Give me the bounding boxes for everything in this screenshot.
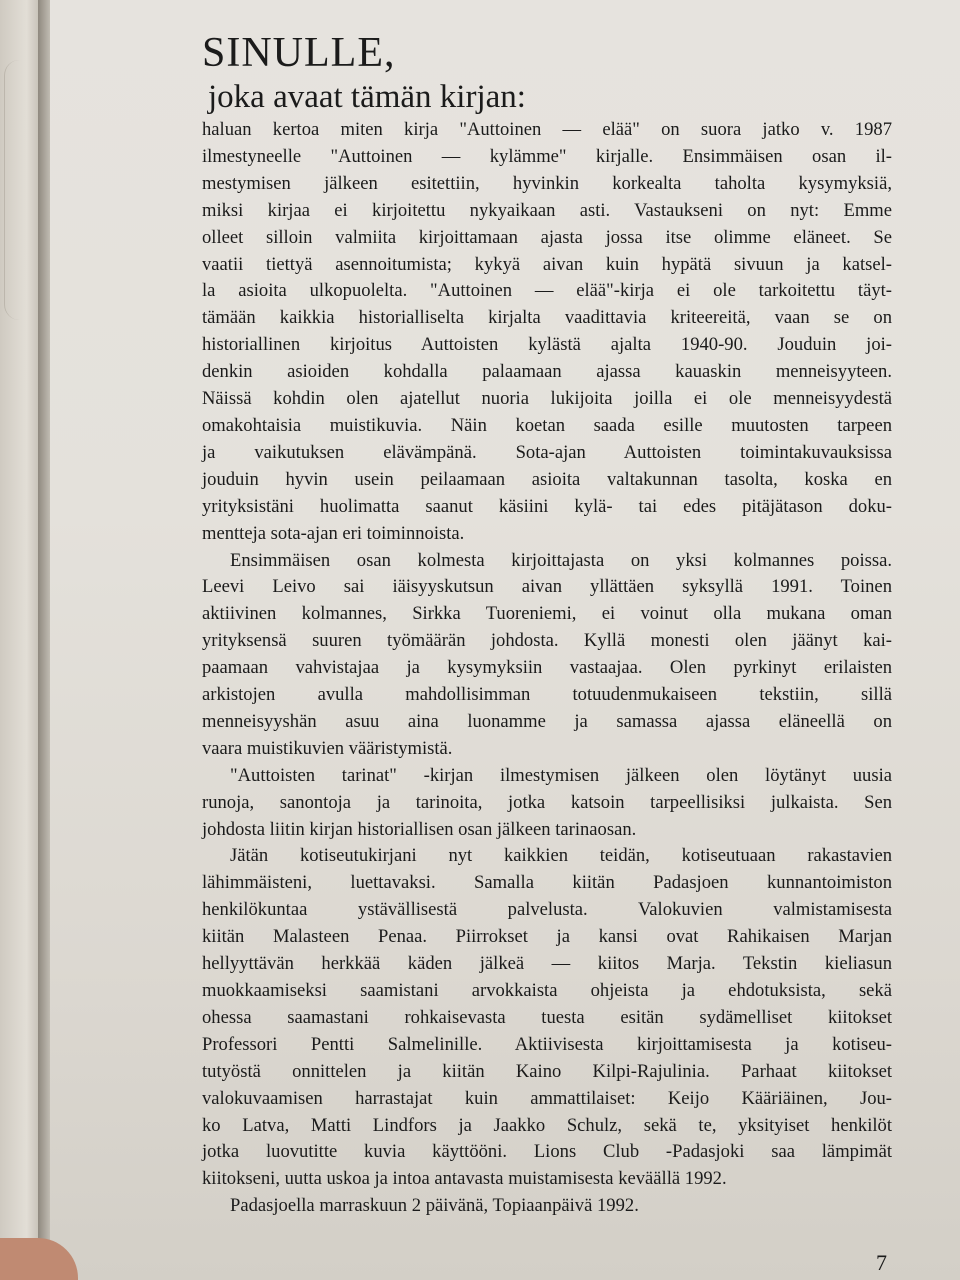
text-line: la asioita ulkopuolelta. "Auttoinen — elää"-kirja ei ole tarkoitettu täyt- xyxy=(202,280,892,302)
text-line: Ensimmäisen osan kolmesta kirjoittajasta on yksi kolmannes poissa. xyxy=(230,549,892,571)
text-line: runoja, sanontoja ja tarinoita, jotka katsoin tarpeellisiksi julkaista. Sen xyxy=(202,791,892,813)
text-line: valokuvaamisen harrastajat kuin ammattilaiset: Keijo Kääriäinen, Jou- xyxy=(202,1087,892,1109)
text-line: henkilökuntaa ystävällisestä palvelusta. Valokuvien valmistamisesta xyxy=(202,899,892,921)
body-text xyxy=(202,117,892,1220)
text-line: jouduin hyvin usein peilaamaan asioita valtakunnan tasolta, koska en xyxy=(202,468,892,490)
text-line: historiallinen kirjoitus Auttoisten kylästä ajalta 1940-90. Jouduin joi- xyxy=(202,334,892,356)
text-line: tutyöstä onnittelen ja kiitän Kaino Kilpi-Rajulinia. Parhaat kiitokset xyxy=(202,1060,892,1082)
text-line: Jätän kotiseutukirjani nyt kaikkien teidän, kotiseutuaan rakastavien xyxy=(230,845,892,867)
text-line: Näissä kohdin olen ajatellut nuoria lukijoita joilla ei ole menneisyydestä xyxy=(202,388,892,410)
text-line: mestymisen jälkeen esitettiin, hyvinkin korkealta taholta kysymyksiä, xyxy=(202,172,892,194)
text-line: tämään kaikkia historialliselta kirjalta vaadittavia kriteereitä, vaan se on xyxy=(202,307,892,329)
text-line: johdosta liitin kirjan historiallisen osan jälkeen tarinaosan. xyxy=(202,818,637,840)
text-line: ohessa saamastani rohkaisevasta tuesta esitän sydämelliset kiitokset xyxy=(202,1006,892,1028)
text-line: paamaan vahvistajaa ja kysymyksiin vastaajaa. Olen pyrkinyt erilaisten xyxy=(202,657,892,679)
text-line: menneisyyshän asuu aina luonamme ja samassa ajassa eläneellä on xyxy=(202,710,892,732)
text-line: kiitokseni, uutta uskoa ja intoa antavasta muistamisesta keväällä 1992. xyxy=(202,1168,727,1190)
left-page-sketch xyxy=(4,60,35,320)
text-line: Padasjoella marraskuun 2 päivänä, Topiaanpäivä 1992. xyxy=(230,1195,639,1217)
page-content xyxy=(202,30,892,1220)
text-line: hellyyttävän herkkää käden jälkeä — kiitos Marja. Tekstin kieliasun xyxy=(202,953,892,975)
page-subheading: joka avaat tämän kirjan: xyxy=(208,79,526,115)
text-line: omakohtaisia muistikuvia. Näin koetan saada esille muutosten tarpeen xyxy=(202,414,892,436)
text-line: vaara muistikuvien vääristymistä. xyxy=(202,737,453,759)
text-line: arkistojen avulla mahdollisimman totuudenmukaiseen tekstiin, sillä xyxy=(202,684,892,706)
text-line: miksi kirjaa ei kirjoitettu nykyaikaan asti. Vastaukseni on nyt: Emme xyxy=(202,199,892,221)
text-line: ko Latva, Matti Lindfors ja Jaakko Schulz, sekä te, yksityiset henkilöt xyxy=(202,1114,892,1136)
text-line: yrityksensä suuren työmäärän johdosta. Kyllä monesti olen jäänyt kai- xyxy=(202,630,892,652)
text-line: Professori Pentti Salmelinille. Aktiivisesta kirjoittamisesta ja kotiseu- xyxy=(202,1033,892,1055)
text-line: jotka luovutitte kuvia käyttööni. Lions Club -Padasjoki saa lämpimät xyxy=(202,1141,892,1163)
text-line: yrityksistäni huolimatta saanut käsiini kylä- tai edes pitäjätason doku- xyxy=(202,495,892,517)
text-line: ja vaikutuksen elävämpänä. Sota-ajan Auttoisten toimintakuvauksissa xyxy=(202,441,892,463)
page-number: 7 xyxy=(876,1250,887,1275)
text-line: Leevi Leivo sai iäisyyskutsun aivan yllättäen syksyllä 1991. Toinen xyxy=(202,576,892,598)
text-line: olleet silloin valmiita kirjoittamaan ajasta jossa itse olimme eläneet. Se xyxy=(202,226,892,248)
text-line: lähimmäisteni, luettavaksi. Samalla kiitän Padasjoen kunnantoimiston xyxy=(202,872,892,894)
text-line: kiitän Malasteen Penaa. Piirrokset ja kansi ovat Rahikaisen Marjan xyxy=(202,926,892,948)
text-line: denkin asioiden kohdalla palaamaan ajassa kauaskin menneisyyteen. xyxy=(202,361,892,383)
text-line: vaatii tiettyä asennoitumista; kykyä aivan kuin hypätä sivuun ja katsel- xyxy=(202,253,892,275)
page-heading: SINULLE, xyxy=(202,30,396,76)
book-page xyxy=(50,0,960,1280)
text-line: aktiivinen kolmannes, Sirkka Tuoreniemi, ei voinut olla mukana oman xyxy=(202,603,892,625)
text-line: "Auttoisten tarinat" -kirjan ilmestymisen jälkeen olen löytänyt uusia xyxy=(230,764,892,786)
text-line: haluan kertoa miten kirja "Auttoinen — elää" on suora jatko v. 1987 xyxy=(202,119,892,140)
text-line: ilmestyneelle "Auttoinen — kylämme" kirjalle. Ensimmäisen osan il- xyxy=(202,145,892,167)
text-line: mentteja sota-ajan eri toiminnoista. xyxy=(202,522,465,544)
text-line: muokkaamiseksi saamistani arvokkaista ohjeista ja ehdotuksista, sekä xyxy=(202,980,892,1001)
